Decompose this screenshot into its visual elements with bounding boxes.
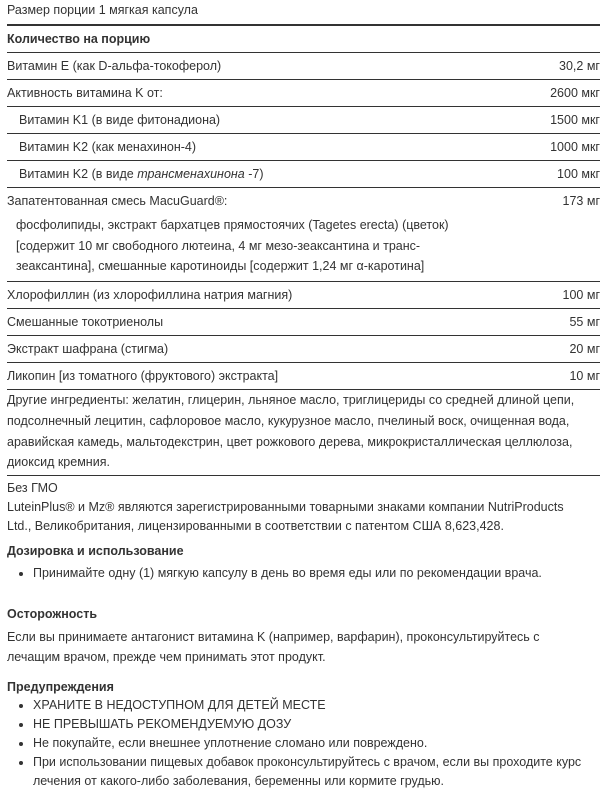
list-item: • НЕ ПРЕВЫШАТЬ РЕКОМЕНДУЕМУЮ ДОЗУ [33,715,600,734]
nutrient-name: Экстракт шафрана (стигма) [7,342,169,357]
other-ingredients [7,390,600,476]
nutrient-name: Смешанные токотриенолы [7,315,164,330]
blend-line: фосфолипиды, экстракт бархатцев прямостоячих (Tagetes erecta) (цветок) [16,218,449,232]
nutrient-amount: 2600 мкг [550,86,600,100]
trademark-note [7,498,600,536]
nutrient-row [7,336,600,363]
serving-size: Размер порции 1 мягкая капсула [7,0,600,26]
nutrient-row [7,53,600,80]
list-item: • Не покупайте, если внешнее уплотнение сломано или повреждено. [33,734,600,753]
nutrient-amount: 10 мг [569,369,600,384]
nutrient-amount: 100 мг [562,288,600,303]
nutrient-row [7,80,600,107]
caution-text [7,627,600,667]
list-item: • ХРАНИТЕ В НЕДОСТУПНОМ ДЛЯ ДЕТЕЙ МЕСТЕ [33,696,600,715]
nutrient-row [7,282,600,309]
dosage-title: Дозировка и использование [7,543,184,558]
nutrient-row-k1 [7,107,600,134]
trademark-line: LuteinPlus® и Mz® являются зарегистрированными товарными знаками компании NutriProducts [7,499,564,514]
nutrient-name: Витамин K1 (в виде фитонадиона) [19,113,221,127]
nutrient-name [19,167,263,181]
nutrient-name: Витамин E (как D-альфа-токоферол) [7,59,222,73]
nutrient-name: Активность витамина K от: [7,86,163,100]
nutrient-name: Витамин K2 (как менахинон-4) [19,140,197,154]
nutrient-amount: 20 мг [569,342,600,357]
blend-line: зеаксантина], смешанные каротиноиды [содержит 1,24 мг α-каротина] [16,259,425,274]
list-item: • Принимайте одну (1) мягкую капсулу в день во время еды или по рекомендации врача. [33,564,600,583]
blend-composition [7,215,600,277]
caution-line: лечащим врачом, прежде чем принимать этот продукт. [7,649,326,664]
blend-amount: 173 мг [562,194,600,208]
other-ingredients-line: диоксид кремния. [7,455,110,470]
nutrient-name-italic: трансменахинона [137,167,245,181]
nutrient-amount: 100 мкг [557,167,600,181]
caution-line: Если вы принимаете антагонист витамина K (например, варфарин), проконсультируйтесь с [7,629,540,644]
nutrient-amount: 1500 мкг [550,113,600,127]
nutrient-amount: 30,2 мг [559,59,600,73]
other-ingredients-line: аравийская камедь, мальтодекстрин, цвет рожкового дерева, микрокристаллическая целлюлоза, [7,434,573,449]
nutrient-row [7,309,600,336]
warnings-list [7,696,600,791]
proprietary-blend [7,188,600,282]
trademark-line: Ltd., Великобритания, лицензированными в соответствии с патентом США 8,623,428. [7,518,504,533]
nutrient-name: Ликопин [из томатного (фруктового) экстракта] [7,369,279,384]
nutrient-name: Хлорофиллин (из хлорофиллина натрия магния) [7,288,293,303]
nutrient-name-suffix: -7) [244,167,264,181]
nutrient-row-k2 [7,134,600,161]
nutrient-amount: 55 мг [569,315,600,330]
caution-title: Осторожность [7,606,98,621]
dosage-list [7,564,600,583]
per-serving-header: Количество на порцию [7,26,600,53]
warnings-title: Предупреждения [7,679,114,694]
other-ingredients-line: подсолнечный лецитин, сафлоровое масло, кукурузное масло, пчелиный воск, очищенная вода, [7,413,570,428]
blend-row [7,188,600,214]
nutrient-row [7,363,600,390]
list-item: • При использовании пищевых добавок проконсультируйтесь с врачом, если вы проходите курс лечения от какого-либо заболевания, беременны или кормите грудью. [33,753,600,791]
blend-line: [содержит 10 мг свободного лютеина, 4 мг мезо-зеаксантина и транс- [16,238,421,253]
blend-name: Запатентованная смесь MacuGuard®: [7,194,228,208]
non-gmo-note: Без ГМО [7,480,58,495]
nutrient-name-prefix: Витамин K2 (в виде [19,167,138,181]
nutrient-amount: 1000 мкг [550,140,600,154]
nutrient-row-k2-mk7 [7,161,600,188]
other-ingredients-line: Другие ингредиенты: желатин, глицерин, льняное масло, триглицериды со средней длиной цепи, [7,393,575,408]
